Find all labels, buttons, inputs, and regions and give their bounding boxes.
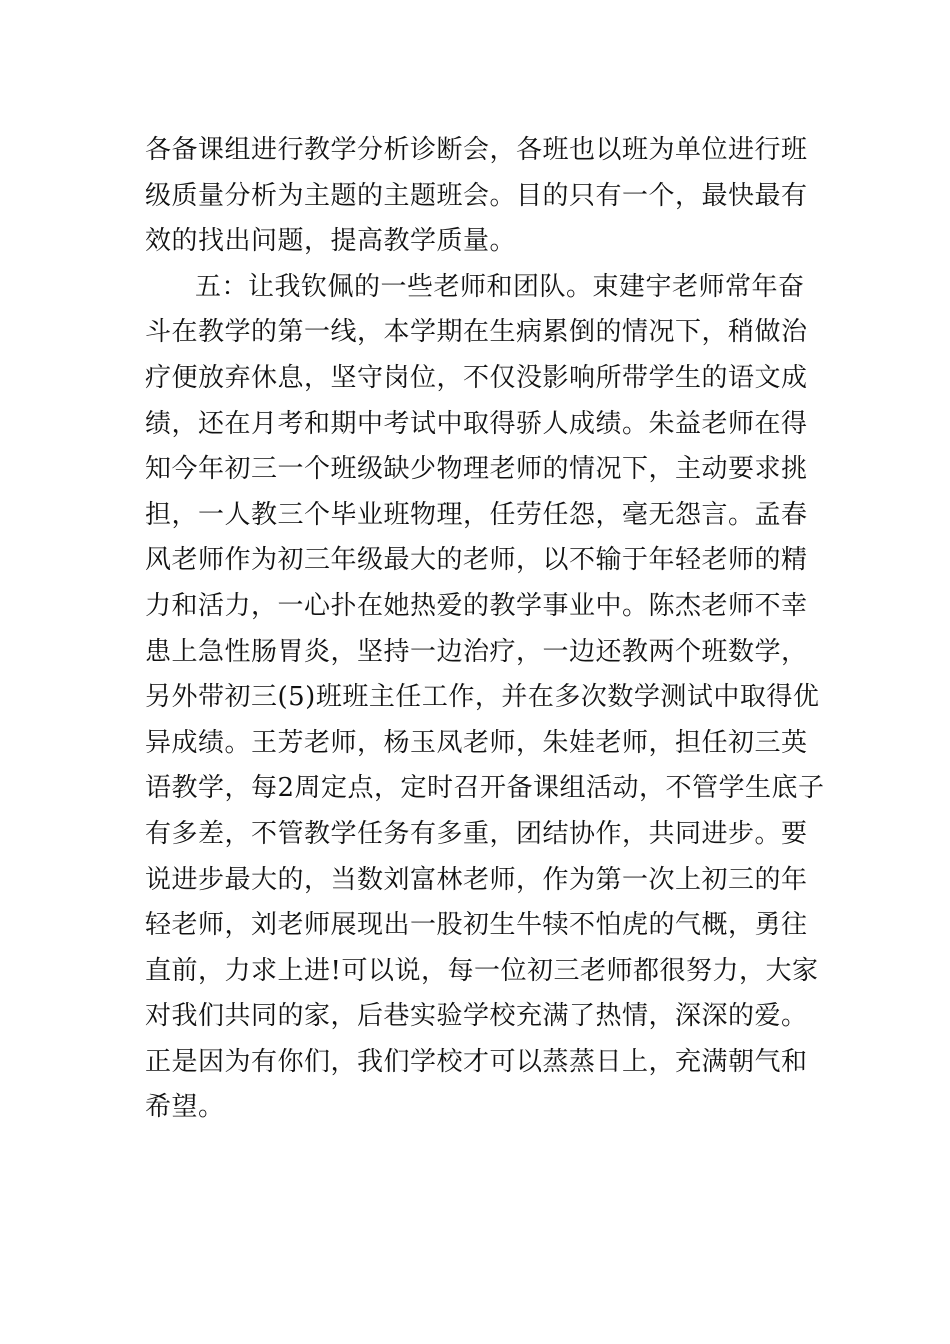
text-line: 另外带初三(5)班班主任工作，并在多次数学测试中取得优	[145, 682, 820, 713]
text-line: 希望。	[145, 1092, 225, 1123]
text-line: 各备课组进行教学分析诊断会，各班也以班为单位进行班	[145, 135, 808, 165]
text-line: 担，一人教三个毕业班物理，任劳任怨，毫无怨言。孟春	[145, 499, 808, 530]
text-line: 对我们共同的家，后巷实验学校充满了热情，深深的爱。	[145, 1001, 808, 1032]
body-text	[145, 128, 825, 1131]
text-line: 效的找出问题，提高教学质量。	[145, 226, 517, 257]
text-line: 级质量分析为主题的主题班会。目的只有一个，最快最有	[145, 180, 808, 211]
text-line: 正是因为有你们，我们学校才可以蒸蒸日上，充满朝气和	[145, 1046, 808, 1077]
text-line: 斗在教学的第一线，本学期在生病累倒的情况下，稍做治	[145, 317, 808, 348]
text-line: 直前，力求上进!可以说，每一位初三老师都很努力，大家	[145, 955, 819, 986]
text-line: 语教学，每2周定点，定时召开备课组活动，不管学生底子	[145, 773, 825, 804]
text-line: 患上急性肠胃炎，坚持一边治疗，一边还教两个班数学，	[145, 636, 808, 667]
text-line: 有多差，不管教学任务有多重，团结协作，共同进步。要	[145, 818, 808, 849]
text-line: 风老师作为初三年级最大的老师，以不输于年轻老师的精	[145, 545, 808, 576]
text-line: 疗便放弃休息，坚守岗位，不仅没影响所带学生的语文成	[145, 362, 808, 393]
text-line: 异成绩。王芳老师，杨玉凤老师，朱娃老师，担任初三英	[145, 727, 808, 758]
text-line: 说进步最大的，当数刘富林老师，作为第一次上初三的年	[145, 864, 808, 895]
text-line: 绩，还在月考和期中考试中取得骄人成绩。朱益老师在得	[145, 408, 808, 439]
text-line: 轻老师，刘老师展现出一股初生牛犊不怕虎的气概，勇往	[145, 910, 808, 941]
text-line: 力和活力，一心扑在她热爱的教学事业中。陈杰老师不幸	[145, 590, 808, 621]
text-line: 知今年初三一个班级缺少物理老师的情况下，主动要求挑	[145, 454, 808, 485]
paragraph-start-line: 五：让我钦佩的一些老师和团队。束建宇老师常年奋	[195, 271, 805, 302]
